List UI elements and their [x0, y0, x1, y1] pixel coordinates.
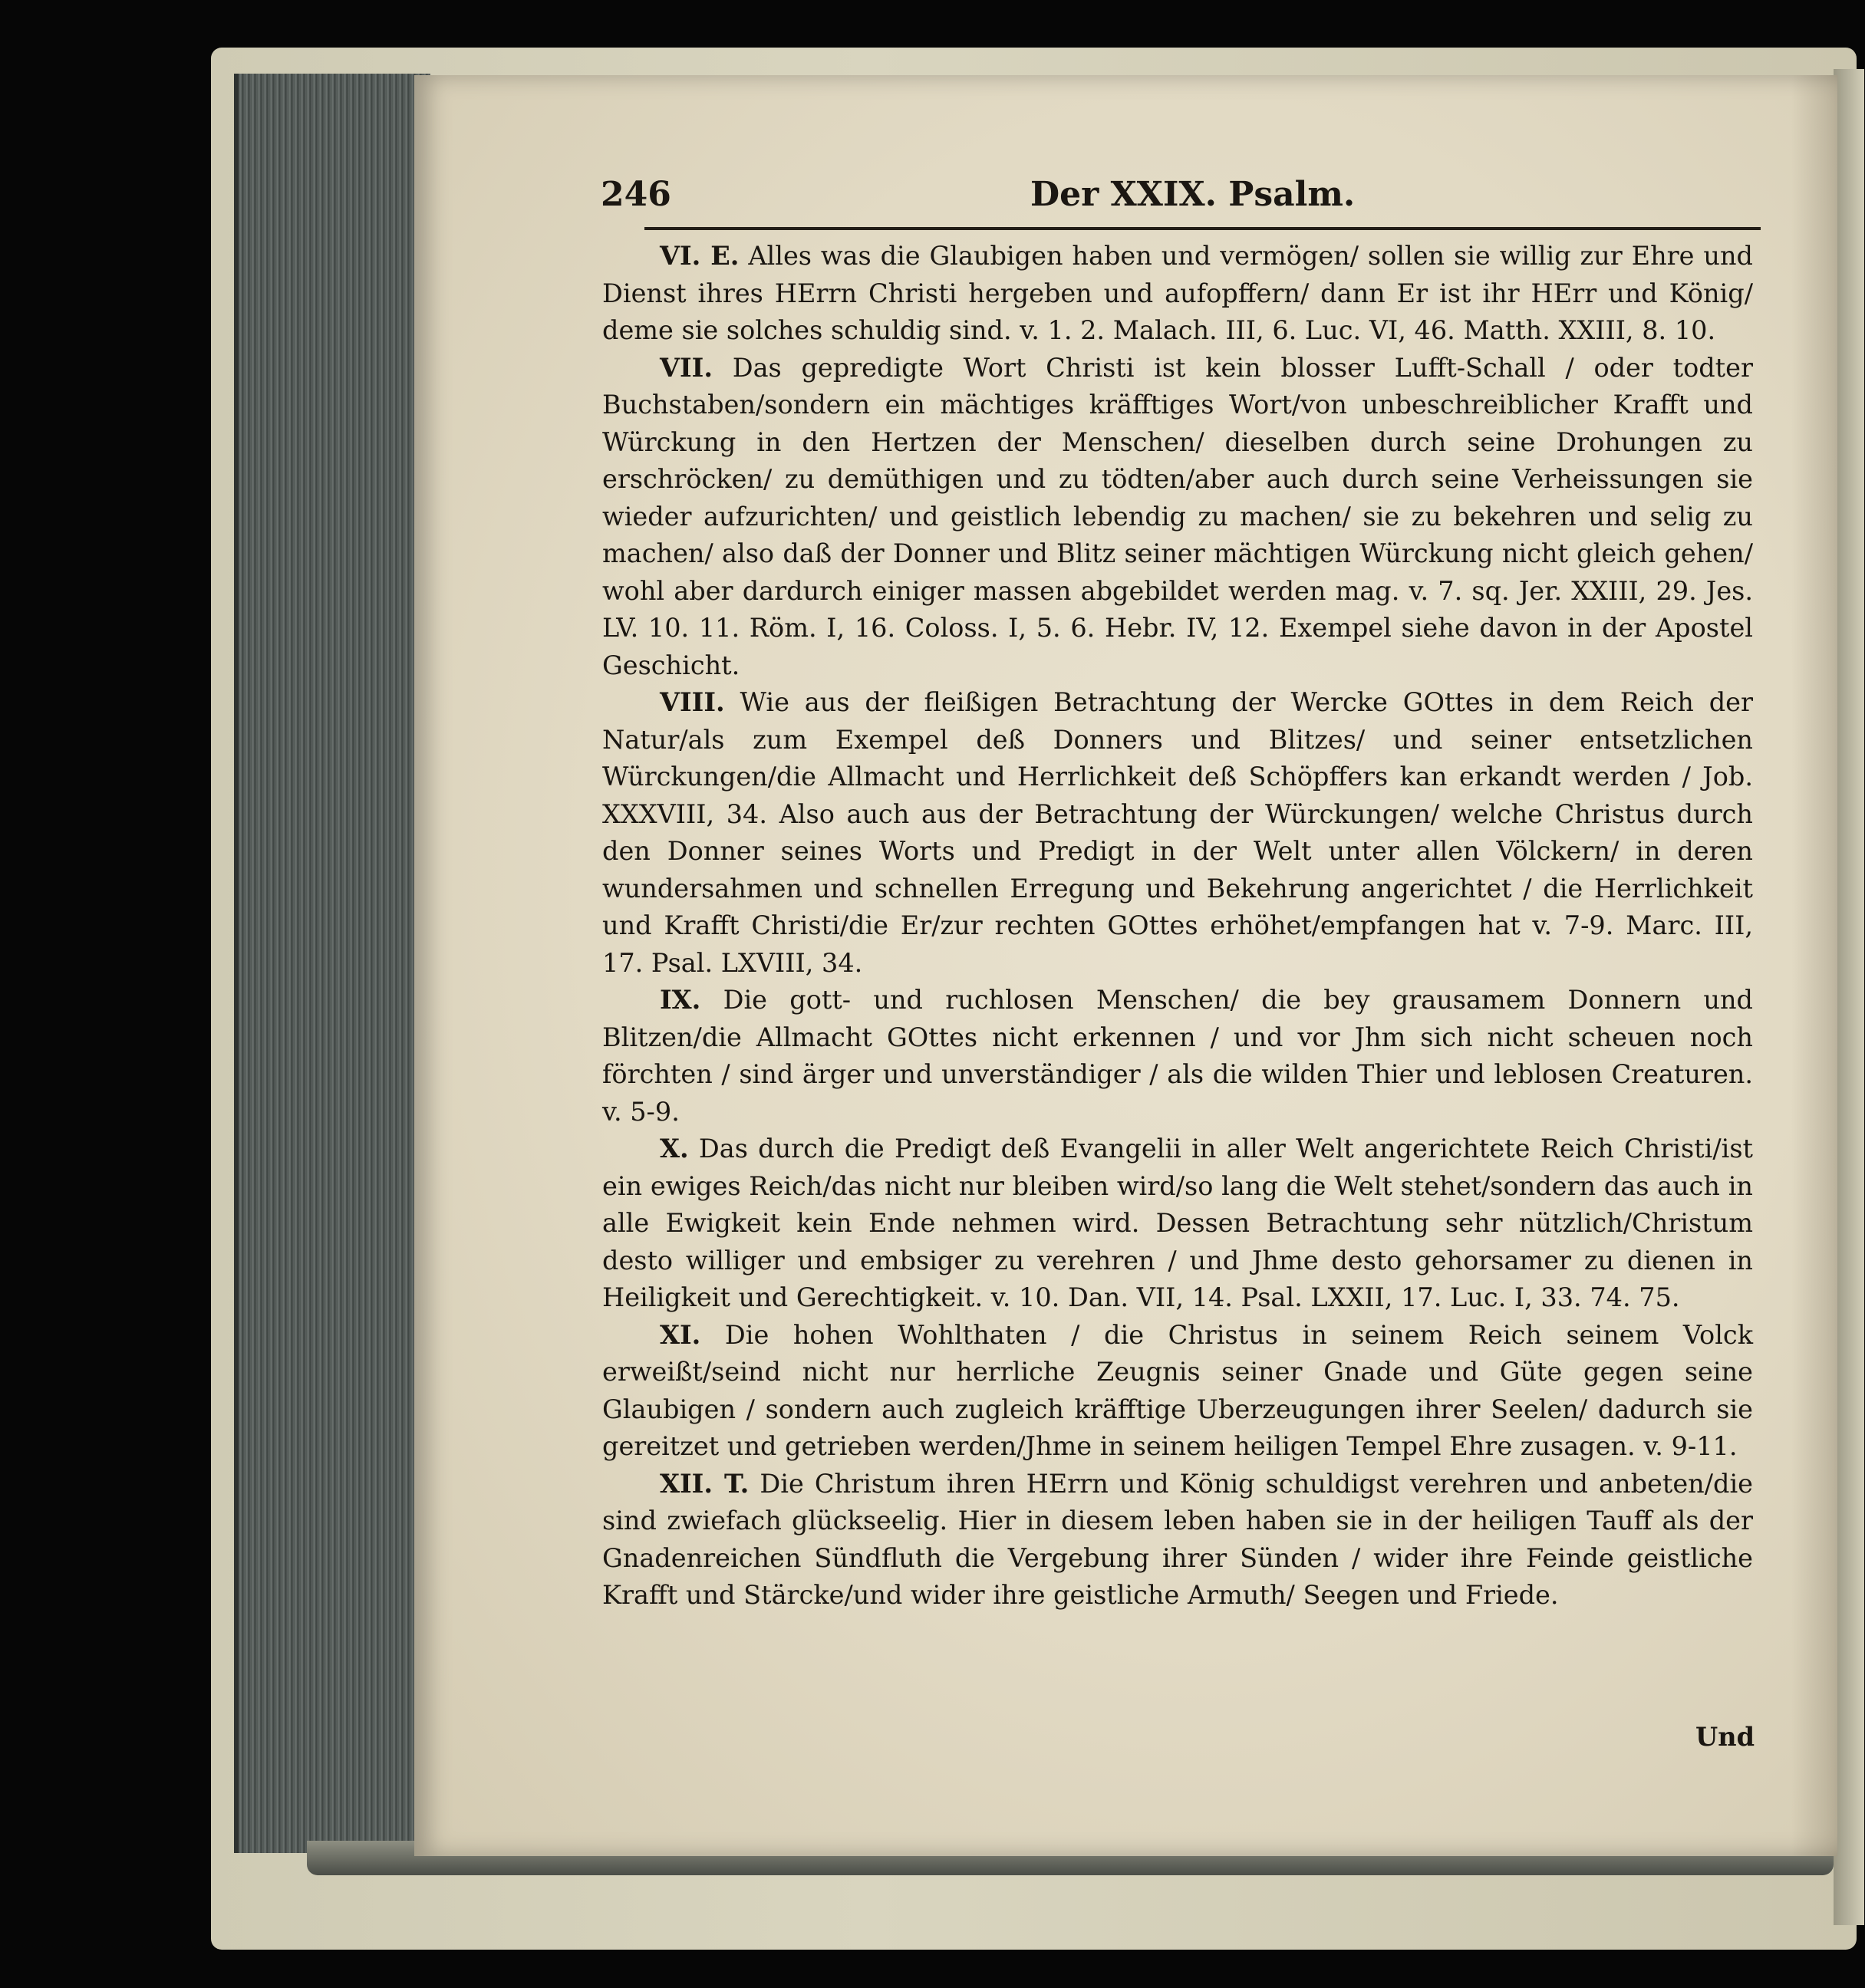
paragraph-text: Das durch die Predigt deß Evangelii in aller Welt angerichtete Reich Christi/ist ein ewiges Reich/das nicht nur bleiben wird/so lang die Welt stehet/sondern das auch in alle Ewigkeit kein Ende nehmen wird. Dessen Betrachtung sehr nützlich/Christum desto williger und embsiger zu verehren / und Jhme desto gehorsamer zu dienen in Heiligkeit und Gerechtigkeit. v. 10. Dan. VII, 14. Psal. LXXII, 17. Luc. I, 33. 74. 75.: [602, 1134, 1753, 1312]
header-rule: [644, 227, 1761, 230]
paragraph-text: Die gott- und ruchlosen Menschen/ die bey grausamem Donnern und Blitzen/die Allmacht GOttes nicht erkennen / und vor Jhm sich nicht scheuen noch förchten / sind ärger und unverständiger / als die wilden Thier und leblosen Creaturen. v. 5-9.: [602, 985, 1753, 1127]
paragraph-number: XII. T.: [660, 1468, 750, 1499]
paragraph-xi: [602, 1317, 1753, 1466]
running-head: Der XXIX. Psalm.: [1030, 175, 1356, 214]
paragraph-vii: [602, 350, 1753, 685]
paragraph-text: Die Christum ihren HErrn und König schuldigst verehren und anbeten/die sind zwiefach glückseelig. Hier in diesem leben haben sie in der heiligen Tauff als der Gnadenreichen Sündfluth die Vergebung ihrer Sünden / wider ihre Feinde geistliche Krafft und Stärcke/und wider ihre geistliche Armuth/ Seegen und Friede.: [602, 1468, 1753, 1610]
paragraph-text: Wie aus der fleißigen Betrachtung der Wercke GOttes in dem Reich der Natur/als zum Exempel deß Donners und Blitzes/ und seiner entsetzlichen Würckungen/die Allmacht und Herrlichkeit deß Schöpffers kan erkandt werden / Job. XXXVIII, 34. Also auch aus der Betrachtung der Würckungen/ welche Christus durch den Donner seines Worts und Predigt in der Welt unter allen Völckern/ in deren wundersahmen und schnellen Erregung und Bekehrung angerichtet / die Herrlichkeit und Krafft Christi/die Er/zur rechten GOttes erhöhet/empfangen hat v. 7-9. Marc. III, 17. Psal. LXVIII, 34.: [602, 687, 1753, 978]
paragraph-text: Die hohen Wohlthaten / die Christus in seinem Reich seinem Volck erweißt/seind nicht nur herrliche Zeugnis seiner Gnade und Güte gegen seine Glaubigen / sondern auch zugleich kräfftige Uberzeugungen ihrer Seelen/ dadurch sie gereitzet und getrieben werden/Jhme in seinem heiligen Tempel Ehre zusagen. v. 9-11.: [602, 1319, 1753, 1461]
catchword: Und: [1695, 1722, 1755, 1752]
paragraph-ix: [602, 982, 1753, 1131]
paragraph-number: X.: [660, 1134, 689, 1164]
paragraph-xii: [602, 1466, 1753, 1614]
paragraph-viii: [602, 684, 1753, 982]
paragraph-text: Das gepredigte Wort Christi ist kein blosser Lufft-Schall / oder todter Buchstaben/sondern ein mächtiges kräfftiges Wort/von unbeschreiblicher Krafft und Würckung in den Hertzen der Menschen/ dieselben durch seine Drohungen zu erschröcken/ zu demüthigen und zu tödten/aber auch durch seine Verheissungen sie wieder aufzurichten/ und geistlich lebendig zu machen/ sie zu bekehren und selig zu machen/ also daß der Donner und Blitz seiner mächtigen Würckung nicht gleich gehen/ wohl aber dardurch einiger massen abgebildet werden mag. v. 7. sq. Jer. XXIII, 29. Jes. LV. 10. 11. Röm. I, 16. Coloss. I, 5. 6. Hebr. IV, 12. Exempel siehe davon in der Apostel Geschicht.: [602, 352, 1753, 680]
paragraph-number: VI. E.: [660, 241, 740, 271]
page-header: [601, 175, 1705, 221]
cover-edge: [1834, 69, 1864, 1925]
page-number: 246: [601, 175, 671, 214]
paragraph-number: IX.: [660, 985, 701, 1015]
paragraph-number: VIII.: [660, 687, 725, 717]
paragraph-vi: [602, 238, 1753, 350]
paragraph-number: XI.: [660, 1319, 701, 1350]
paragraph-text: Alles was die Glaubigen haben und vermögen/ sollen sie willig zur Ehre und Dienst ihres HErrn Christi hergeben und aufopffern/ dann Er ist ihr HErr und König/ deme sie solches schuldig sind. v. 1. 2. Malach. III, 6. Luc. VI, 46. Matth. XXIII, 8. 10.: [602, 241, 1753, 345]
body-text: [602, 238, 1753, 1614]
page-block-edges: [234, 74, 430, 1853]
paragraph-number: VII.: [660, 352, 713, 383]
paragraph-x: [602, 1131, 1753, 1317]
